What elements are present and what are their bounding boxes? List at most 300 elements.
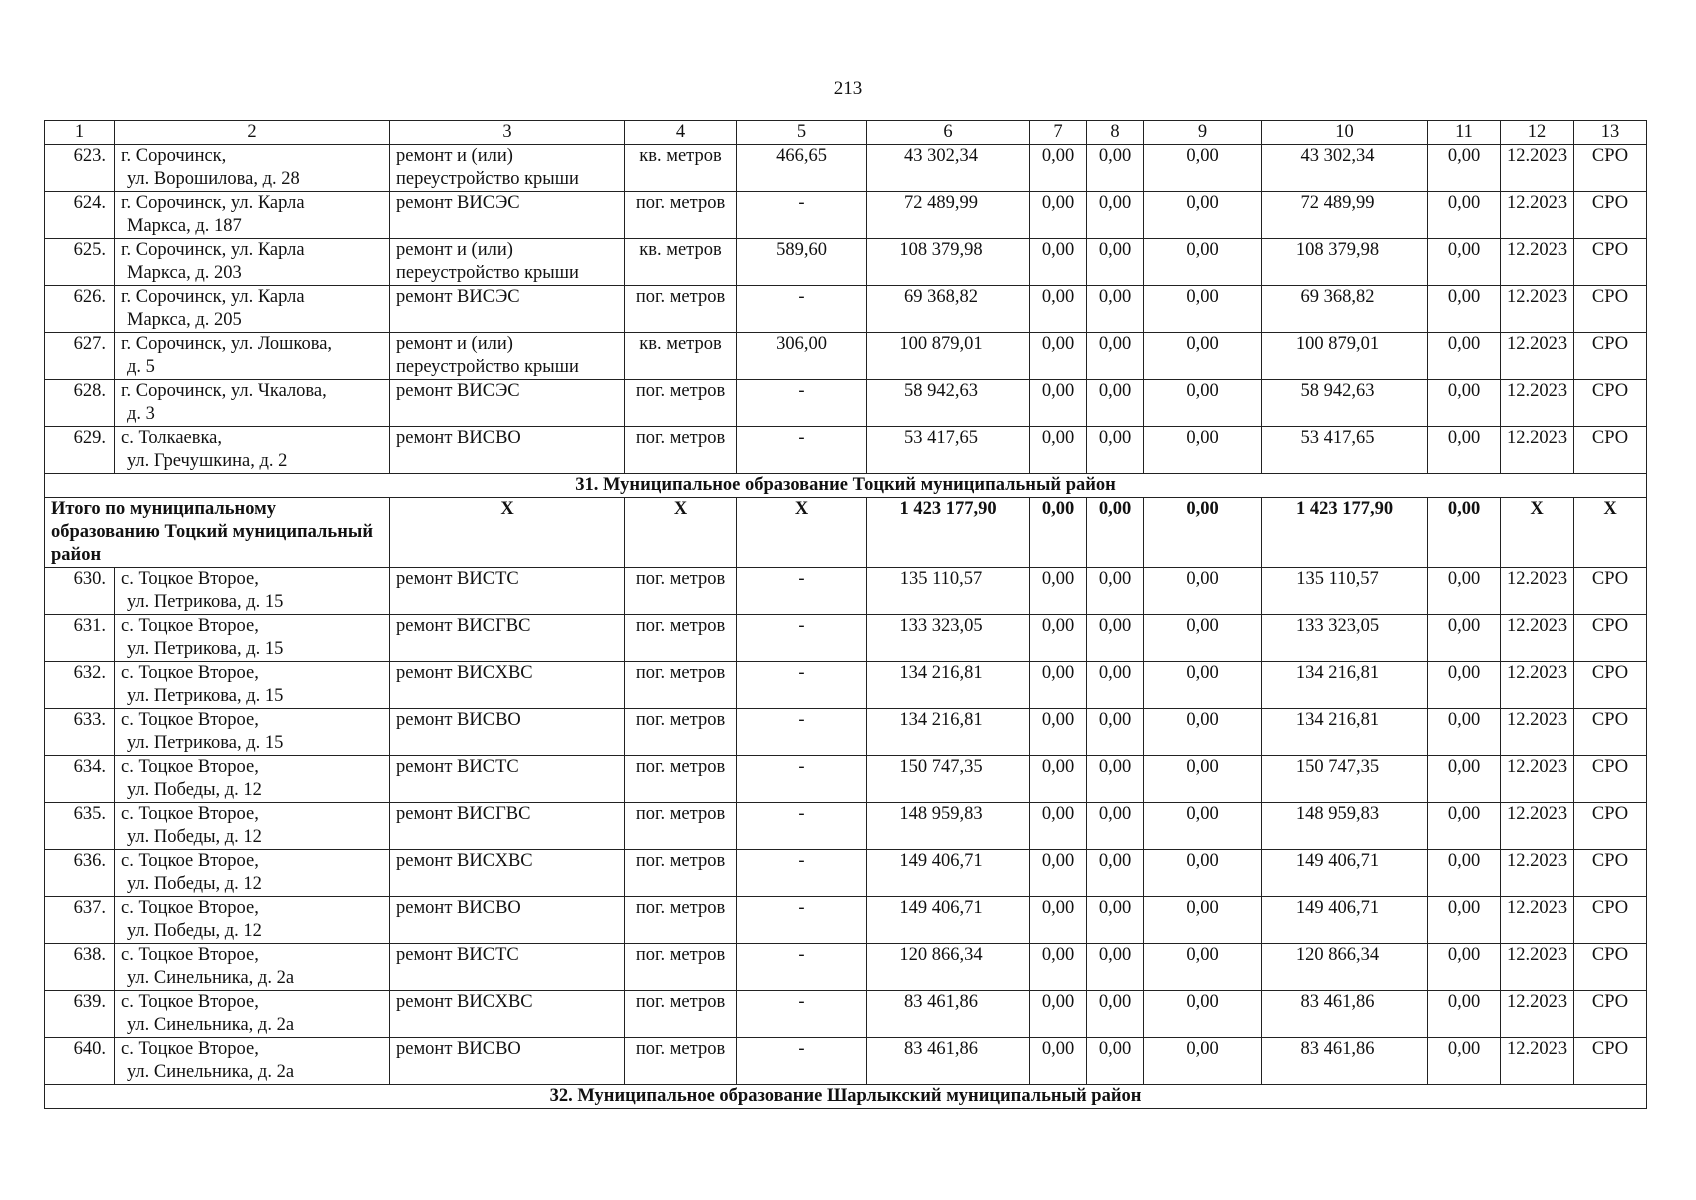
page-number: 213 <box>833 78 863 99</box>
cost-cell-8: 0,00 <box>1087 709 1144 756</box>
total-cell-8: 0,00 <box>1087 498 1144 568</box>
work-type-cell <box>390 145 625 192</box>
address-line-1: с. Тоцкое Второе, <box>121 851 259 871</box>
cost-cell-10: 83 461,86 <box>1262 991 1428 1038</box>
cost-cell-9: 0,00 <box>1144 756 1262 803</box>
cost-cell-10: 134 216,81 <box>1262 709 1428 756</box>
total-cost-cell: 83 461,86 <box>867 1038 1030 1085</box>
total-cost-cell: 72 489,99 <box>867 192 1030 239</box>
cost-cell-11: 0,00 <box>1428 568 1501 615</box>
cost-cell-7: 0,00 <box>1030 756 1087 803</box>
row-number: 623. <box>45 145 115 192</box>
cost-cell-10: 72 489,99 <box>1262 192 1428 239</box>
total-cell-13: X <box>1574 498 1647 568</box>
funding-source-cell: СРО <box>1574 897 1647 944</box>
work-type-cell <box>390 333 625 380</box>
quantity-cell: - <box>737 286 867 333</box>
cost-cell-10: 134 216,81 <box>1262 662 1428 709</box>
cost-cell-8: 0,00 <box>1087 333 1144 380</box>
unit-cell: пог. метров <box>625 286 737 333</box>
col-header: 2 <box>115 121 390 145</box>
cost-cell-10: 83 461,86 <box>1262 1038 1428 1085</box>
cost-cell-7: 0,00 <box>1030 662 1087 709</box>
deadline-cell: 12.2023 <box>1501 145 1574 192</box>
address-line-1: с. Тоцкое Второе, <box>121 757 259 777</box>
table-row <box>45 615 1647 662</box>
cost-cell-10: 43 302,34 <box>1262 145 1428 192</box>
col-header: 10 <box>1262 121 1428 145</box>
address-line-1: с. Тоцкое Второе, <box>121 710 259 730</box>
cost-cell-7: 0,00 <box>1030 991 1087 1038</box>
deadline-cell: 12.2023 <box>1501 944 1574 991</box>
work-type-cell <box>390 239 625 286</box>
cost-cell-10: 108 379,98 <box>1262 239 1428 286</box>
cost-cell-11: 0,00 <box>1428 286 1501 333</box>
address-line-1: с. Тоцкое Второе, <box>121 992 259 1012</box>
work-type-line-2: переустройство крыши <box>396 263 579 283</box>
address-line-1: г. Сорочинск, ул. Карла <box>121 193 305 213</box>
cost-cell-7: 0,00 <box>1030 803 1087 850</box>
total-cost-cell: 43 302,34 <box>867 145 1030 192</box>
total-cell-12: X <box>1501 498 1574 568</box>
work-type-cell <box>390 286 625 333</box>
funding-source-cell: СРО <box>1574 615 1647 662</box>
address-line-1: с. Тоцкое Второе, <box>121 898 259 918</box>
col-header: 1 <box>45 121 115 145</box>
address-line-2: д. 5 <box>127 357 155 377</box>
total-cost-cell: 69 368,82 <box>867 286 1030 333</box>
col-header: 6 <box>867 121 1030 145</box>
cost-cell-8: 0,00 <box>1087 286 1144 333</box>
cost-cell-9: 0,00 <box>1144 897 1262 944</box>
row-number: 632. <box>45 662 115 709</box>
unit-cell: пог. метров <box>625 850 737 897</box>
quantity-cell: - <box>737 709 867 756</box>
work-type-cell <box>390 380 625 427</box>
cost-cell-10: 53 417,65 <box>1262 427 1428 474</box>
cost-cell-11: 0,00 <box>1428 756 1501 803</box>
cost-cell-9: 0,00 <box>1144 427 1262 474</box>
cost-cell-8: 0,00 <box>1087 803 1144 850</box>
col-header: 13 <box>1574 121 1647 145</box>
total-cost-cell: 100 879,01 <box>867 333 1030 380</box>
cost-cell-8: 0,00 <box>1087 568 1144 615</box>
column-number-header <box>45 121 1647 145</box>
unit-cell: пог. метров <box>625 380 737 427</box>
cost-cell-9: 0,00 <box>1144 380 1262 427</box>
unit-cell: пог. метров <box>625 192 737 239</box>
cost-cell-8: 0,00 <box>1087 239 1144 286</box>
funding-source-cell: СРО <box>1574 803 1647 850</box>
table-row <box>45 662 1647 709</box>
work-type-cell <box>390 709 625 756</box>
deadline-cell: 12.2023 <box>1501 1038 1574 1085</box>
cost-cell-8: 0,00 <box>1087 615 1144 662</box>
total-cell-4: X <box>625 498 737 568</box>
cost-cell-10: 133 323,05 <box>1262 615 1428 662</box>
cost-cell-9: 0,00 <box>1144 662 1262 709</box>
address-cell <box>115 333 390 380</box>
work-type-line-1: ремонт и (или) <box>396 240 513 260</box>
cost-cell-9: 0,00 <box>1144 991 1262 1038</box>
work-type-line-1: ремонт ВИСХВС <box>396 992 533 1012</box>
funding-source-cell: СРО <box>1574 991 1647 1038</box>
row-number: 637. <box>45 897 115 944</box>
funding-source-cell: СРО <box>1574 850 1647 897</box>
cost-cell-8: 0,00 <box>1087 662 1144 709</box>
total-cell-10: 1 423 177,90 <box>1262 498 1428 568</box>
cost-cell-9: 0,00 <box>1144 239 1262 286</box>
cost-cell-11: 0,00 <box>1428 615 1501 662</box>
work-type-cell <box>390 944 625 991</box>
address-cell <box>115 662 390 709</box>
row-number: 628. <box>45 380 115 427</box>
unit-cell: пог. метров <box>625 1038 737 1085</box>
deadline-cell: 12.2023 <box>1501 615 1574 662</box>
cost-cell-11: 0,00 <box>1428 850 1501 897</box>
cost-cell-7: 0,00 <box>1030 709 1087 756</box>
cost-cell-9: 0,00 <box>1144 568 1262 615</box>
address-cell <box>115 192 390 239</box>
cost-cell-7: 0,00 <box>1030 897 1087 944</box>
work-type-cell <box>390 615 625 662</box>
unit-cell: пог. метров <box>625 944 737 991</box>
address-line-2: Маркса, д. 187 <box>127 216 242 236</box>
quantity-cell: - <box>737 427 867 474</box>
deadline-cell: 12.2023 <box>1501 850 1574 897</box>
work-type-cell <box>390 897 625 944</box>
address-line-2: ул. Синельника, д. 2а <box>127 1015 295 1035</box>
repair-register-table <box>44 120 1647 1109</box>
row-number: 631. <box>45 615 115 662</box>
address-line-2: ул. Петрикова, д. 15 <box>127 592 284 612</box>
deadline-cell: 12.2023 <box>1501 709 1574 756</box>
cost-cell-8: 0,00 <box>1087 756 1144 803</box>
funding-source-cell: СРО <box>1574 756 1647 803</box>
work-type-cell <box>390 803 625 850</box>
cost-cell-7: 0,00 <box>1030 850 1087 897</box>
work-type-cell <box>390 991 625 1038</box>
address-line-1: г. Сорочинск, ул. Лошкова, <box>121 334 333 354</box>
total-cost-cell: 83 461,86 <box>867 991 1030 1038</box>
unit-cell: пог. метров <box>625 991 737 1038</box>
address-line-1: с. Тоцкое Второе, <box>121 569 259 589</box>
address-line-2: ул. Петрикова, д. 15 <box>127 639 284 659</box>
total-cost-cell: 120 866,34 <box>867 944 1030 991</box>
section-title: 32. Муниципальное образование Шарлыкский муниципальный район <box>45 1085 1647 1109</box>
work-type-line-1: ремонт ВИСВО <box>396 710 521 730</box>
deadline-cell: 12.2023 <box>1501 380 1574 427</box>
work-type-line-1: ремонт ВИСГВС <box>396 616 531 636</box>
funding-source-cell: СРО <box>1574 427 1647 474</box>
table-row <box>45 1038 1647 1085</box>
address-line-1: г. Сорочинск, ул. Карла <box>121 240 305 260</box>
table-row <box>45 709 1647 756</box>
total-cost-cell: 135 110,57 <box>867 568 1030 615</box>
cost-cell-7: 0,00 <box>1030 944 1087 991</box>
work-type-line-1: ремонт и (или) <box>396 146 513 166</box>
row-number: 626. <box>45 286 115 333</box>
funding-source-cell: СРО <box>1574 239 1647 286</box>
row-number: 630. <box>45 568 115 615</box>
address-cell <box>115 615 390 662</box>
unit-cell: пог. метров <box>625 427 737 474</box>
table-row <box>45 803 1647 850</box>
table-row <box>45 944 1647 991</box>
work-type-cell <box>390 756 625 803</box>
cost-cell-11: 0,00 <box>1428 897 1501 944</box>
total-cost-cell: 150 747,35 <box>867 756 1030 803</box>
table-row <box>45 145 1647 192</box>
cost-cell-11: 0,00 <box>1428 991 1501 1038</box>
unit-cell: кв. метров <box>625 145 737 192</box>
address-cell <box>115 1038 390 1085</box>
address-cell <box>115 380 390 427</box>
address-cell <box>115 850 390 897</box>
total-cost-cell: 58 942,63 <box>867 380 1030 427</box>
cost-cell-9: 0,00 <box>1144 192 1262 239</box>
deadline-cell: 12.2023 <box>1501 333 1574 380</box>
work-type-line-1: ремонт ВИСЭС <box>396 381 520 401</box>
col-header: 8 <box>1087 121 1144 145</box>
quantity-cell: - <box>737 897 867 944</box>
work-type-line-1: ремонт ВИСТС <box>396 945 519 965</box>
cost-cell-9: 0,00 <box>1144 1038 1262 1085</box>
cost-cell-10: 58 942,63 <box>1262 380 1428 427</box>
cost-cell-7: 0,00 <box>1030 192 1087 239</box>
col-header: 5 <box>737 121 867 145</box>
work-type-cell <box>390 850 625 897</box>
section-header-31 <box>45 474 1647 498</box>
col-header: 12 <box>1501 121 1574 145</box>
deadline-cell: 12.2023 <box>1501 239 1574 286</box>
table-row <box>45 897 1647 944</box>
work-type-cell <box>390 568 625 615</box>
work-type-line-1: ремонт ВИСВО <box>396 428 521 448</box>
cost-cell-11: 0,00 <box>1428 709 1501 756</box>
total-label: Итого по муниципальному образованию Тоцкий муниципальный район <box>45 498 390 568</box>
unit-cell: пог. метров <box>625 897 737 944</box>
work-type-line-2: переустройство крыши <box>396 357 579 377</box>
unit-cell: пог. метров <box>625 662 737 709</box>
cost-cell-7: 0,00 <box>1030 427 1087 474</box>
address-line-1: с. Тоцкое Второе, <box>121 663 259 683</box>
address-cell <box>115 897 390 944</box>
cost-cell-11: 0,00 <box>1428 380 1501 427</box>
cost-cell-9: 0,00 <box>1144 944 1262 991</box>
quantity-cell: - <box>737 568 867 615</box>
col-header: 4 <box>625 121 737 145</box>
cost-cell-10: 120 866,34 <box>1262 944 1428 991</box>
funding-source-cell: СРО <box>1574 333 1647 380</box>
cost-cell-8: 0,00 <box>1087 427 1144 474</box>
deadline-cell: 12.2023 <box>1501 803 1574 850</box>
work-type-line-1: ремонт ВИСГВС <box>396 804 531 824</box>
cost-cell-9: 0,00 <box>1144 709 1262 756</box>
total-cell-6: 1 423 177,90 <box>867 498 1030 568</box>
cost-cell-7: 0,00 <box>1030 380 1087 427</box>
row-number: 629. <box>45 427 115 474</box>
cost-cell-10: 150 747,35 <box>1262 756 1428 803</box>
row-number: 639. <box>45 991 115 1038</box>
cost-cell-8: 0,00 <box>1087 897 1144 944</box>
cost-cell-9: 0,00 <box>1144 850 1262 897</box>
table-row <box>45 286 1647 333</box>
quantity-cell: 466,65 <box>737 145 867 192</box>
address-cell <box>115 427 390 474</box>
cost-cell-11: 0,00 <box>1428 192 1501 239</box>
cost-cell-7: 0,00 <box>1030 145 1087 192</box>
total-cost-cell: 149 406,71 <box>867 850 1030 897</box>
row-number: 635. <box>45 803 115 850</box>
row-number: 633. <box>45 709 115 756</box>
table-row <box>45 239 1647 286</box>
table-row <box>45 850 1647 897</box>
table-row <box>45 756 1647 803</box>
total-cost-cell: 134 216,81 <box>867 709 1030 756</box>
deadline-cell: 12.2023 <box>1501 662 1574 709</box>
deadline-cell: 12.2023 <box>1501 991 1574 1038</box>
quantity-cell: - <box>737 944 867 991</box>
row-number: 624. <box>45 192 115 239</box>
cost-cell-11: 0,00 <box>1428 803 1501 850</box>
total-cell-11: 0,00 <box>1428 498 1501 568</box>
work-type-cell <box>390 427 625 474</box>
cost-cell-7: 0,00 <box>1030 568 1087 615</box>
table-row <box>45 427 1647 474</box>
address-line-2: ул. Победы, д. 12 <box>127 874 262 894</box>
table-row <box>45 568 1647 615</box>
cost-cell-7: 0,00 <box>1030 1038 1087 1085</box>
address-line-2: ул. Победы, д. 12 <box>127 780 262 800</box>
address-line-2: ул. Победы, д. 12 <box>127 827 262 847</box>
address-line-2: ул. Петрикова, д. 15 <box>127 686 284 706</box>
address-cell <box>115 803 390 850</box>
cost-cell-7: 0,00 <box>1030 615 1087 662</box>
work-type-line-1: ремонт ВИСВО <box>396 898 521 918</box>
address-line-2: Маркса, д. 205 <box>127 310 242 330</box>
total-cell-7: 0,00 <box>1030 498 1087 568</box>
address-line-1: г. Сорочинск, ул. Чкалова, <box>121 381 327 401</box>
funding-source-cell: СРО <box>1574 709 1647 756</box>
table-row <box>45 192 1647 239</box>
address-line-2: ул. Ворошилова, д. 28 <box>127 169 300 189</box>
cost-cell-8: 0,00 <box>1087 991 1144 1038</box>
cost-cell-8: 0,00 <box>1087 1038 1144 1085</box>
work-type-line-1: ремонт ВИСВО <box>396 1039 521 1059</box>
cost-cell-9: 0,00 <box>1144 615 1262 662</box>
cost-cell-8: 0,00 <box>1087 192 1144 239</box>
cost-cell-11: 0,00 <box>1428 427 1501 474</box>
cost-cell-10: 135 110,57 <box>1262 568 1428 615</box>
address-line-1: с. Тоцкое Второе, <box>121 1039 259 1059</box>
cost-cell-11: 0,00 <box>1428 333 1501 380</box>
cost-cell-11: 0,00 <box>1428 239 1501 286</box>
table-row <box>45 333 1647 380</box>
deadline-cell: 12.2023 <box>1501 568 1574 615</box>
quantity-cell: - <box>737 662 867 709</box>
address-line-1: с. Тоцкое Второе, <box>121 945 259 965</box>
unit-cell: пог. метров <box>625 756 737 803</box>
total-cell-3: X <box>390 498 625 568</box>
deadline-cell: 12.2023 <box>1501 897 1574 944</box>
cost-cell-8: 0,00 <box>1087 850 1144 897</box>
work-type-cell <box>390 1038 625 1085</box>
address-line-1: г. Сорочинск, <box>121 146 227 166</box>
table-row <box>45 380 1647 427</box>
funding-source-cell: СРО <box>1574 1038 1647 1085</box>
quantity-cell: - <box>737 1038 867 1085</box>
total-cost-cell: 108 379,98 <box>867 239 1030 286</box>
total-cost-cell: 148 959,83 <box>867 803 1030 850</box>
address-cell <box>115 568 390 615</box>
address-line-1: с. Тоцкое Второе, <box>121 804 259 824</box>
total-cell-5: X <box>737 498 867 568</box>
work-type-line-2: переустройство крыши <box>396 169 579 189</box>
col-header: 9 <box>1144 121 1262 145</box>
cost-cell-7: 0,00 <box>1030 333 1087 380</box>
address-cell <box>115 145 390 192</box>
funding-source-cell: СРО <box>1574 568 1647 615</box>
cost-cell-8: 0,00 <box>1087 380 1144 427</box>
address-cell <box>115 991 390 1038</box>
col-header: 3 <box>390 121 625 145</box>
cost-cell-10: 149 406,71 <box>1262 897 1428 944</box>
deadline-cell: 12.2023 <box>1501 192 1574 239</box>
funding-source-cell: СРО <box>1574 662 1647 709</box>
total-cost-cell: 133 323,05 <box>867 615 1030 662</box>
work-type-cell <box>390 192 625 239</box>
row-number: 636. <box>45 850 115 897</box>
total-cell-9: 0,00 <box>1144 498 1262 568</box>
total-cost-cell: 134 216,81 <box>867 662 1030 709</box>
address-line-2: д. 3 <box>127 404 155 424</box>
cost-cell-10: 148 959,83 <box>1262 803 1428 850</box>
quantity-cell: - <box>737 991 867 1038</box>
cost-cell-7: 0,00 <box>1030 286 1087 333</box>
work-type-line-1: ремонт ВИСТС <box>396 569 519 589</box>
work-type-line-1: ремонт и (или) <box>396 334 513 354</box>
address-cell <box>115 286 390 333</box>
address-line-2: ул. Гречушкина, д. 2 <box>127 451 288 471</box>
unit-cell: кв. метров <box>625 239 737 286</box>
address-line-2: ул. Синельника, д. 2а <box>127 968 295 988</box>
unit-cell: пог. метров <box>625 615 737 662</box>
address-cell <box>115 944 390 991</box>
funding-source-cell: СРО <box>1574 286 1647 333</box>
address-line-1: с. Толкаевка, <box>121 428 223 448</box>
quantity-cell: - <box>737 756 867 803</box>
work-type-line-1: ремонт ВИСХВС <box>396 851 533 871</box>
address-line-2: Маркса, д. 203 <box>127 263 242 283</box>
cost-cell-8: 0,00 <box>1087 145 1144 192</box>
deadline-cell: 12.2023 <box>1501 756 1574 803</box>
cost-cell-10: 69 368,82 <box>1262 286 1428 333</box>
address-line-2: ул. Синельника, д. 2а <box>127 1062 295 1082</box>
quantity-cell: 589,60 <box>737 239 867 286</box>
address-line-1: г. Сорочинск, ул. Карла <box>121 287 305 307</box>
row-number: 640. <box>45 1038 115 1085</box>
cost-cell-11: 0,00 <box>1428 145 1501 192</box>
unit-cell: кв. метров <box>625 333 737 380</box>
funding-source-cell: СРО <box>1574 145 1647 192</box>
cost-cell-11: 0,00 <box>1428 662 1501 709</box>
cost-cell-11: 0,00 <box>1428 944 1501 991</box>
col-header: 11 <box>1428 121 1501 145</box>
address-cell <box>115 239 390 286</box>
cost-cell-9: 0,00 <box>1144 803 1262 850</box>
deadline-cell: 12.2023 <box>1501 427 1574 474</box>
